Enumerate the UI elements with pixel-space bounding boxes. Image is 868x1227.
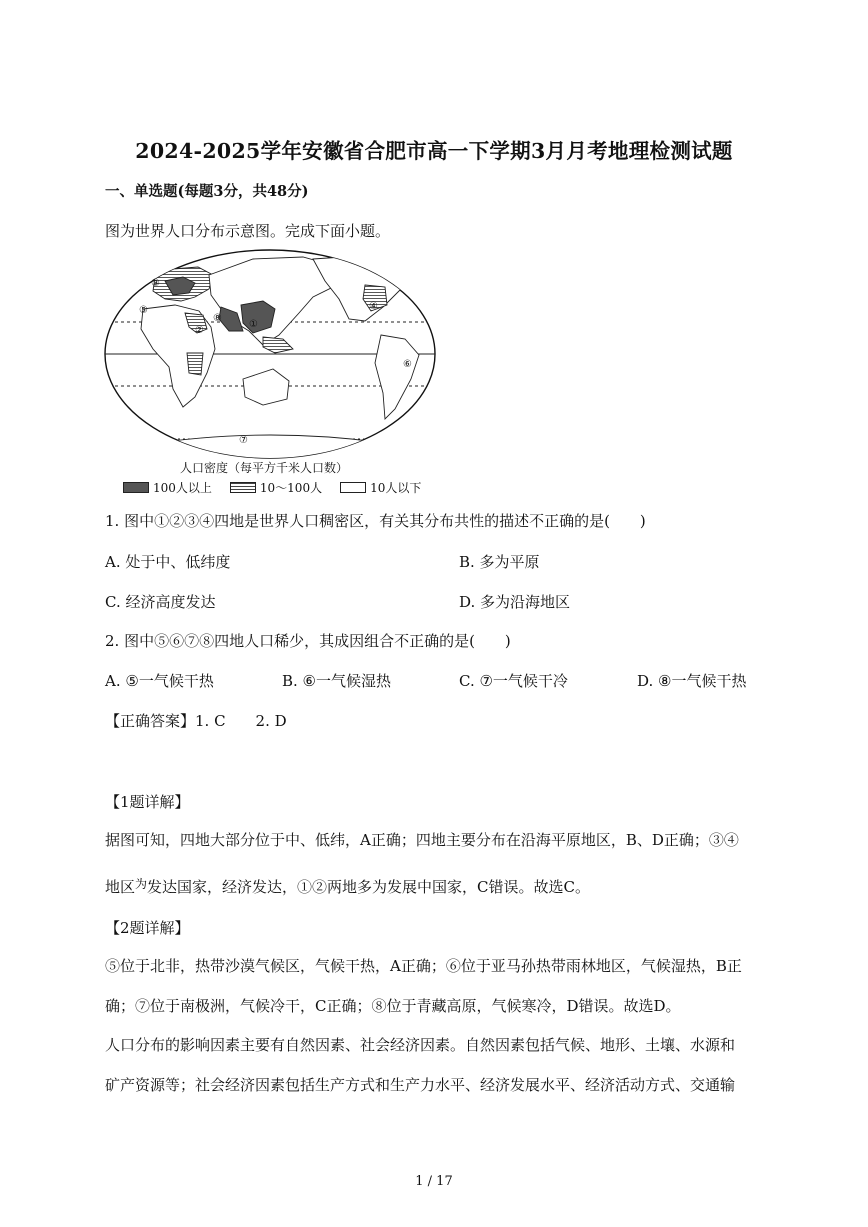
question-2-stem: 2. 图中⑤⑥⑦⑧四地人口稀少，其成因组合不正确的是( ) [105, 632, 511, 650]
question-2-option-d: D. ⑧一气候干热 [637, 672, 747, 690]
detail-2-line-1: ⑤位于北非，热带沙漠气候区，气候干热，A正确；⑥位于亚马孙热带雨林地区，气候湿热，B正 [105, 957, 742, 975]
page-number: 1 / 17 [415, 1174, 453, 1189]
question-1-option-b: B. 多为平原 [459, 553, 540, 571]
map-marker-2: ② [195, 325, 204, 336]
question-2-option-b: B. ⑥一气候湿热 [282, 672, 392, 690]
map-legend [123, 479, 439, 496]
question-intro: 图为世界人口分布示意图。完成下面小题。 [105, 222, 391, 240]
legend-item-sparse: 10人以下 [340, 479, 421, 496]
question-2-option-a: A. ⑤一气候干热 [105, 672, 214, 690]
detail-1-line-1: 据图可知，四地大部分位于中、低纬，A正确；四地主要分布在沿海平原地区，B、D正确；③④ [105, 831, 739, 849]
legend-swatch-dark [123, 482, 149, 493]
map-marker-8: ⑧ [213, 313, 222, 324]
legend-swatch-hatched [230, 482, 256, 493]
legend-item-medium: 10～100人 [230, 479, 322, 496]
map-marker-6: ⑥ [403, 359, 412, 370]
world-population-map [103, 249, 438, 481]
detail-1-line-2: 地区$^为$发达国家，经济发达，①②两地多为发展中国家，C错误。故选C。 [105, 877, 590, 896]
legend-swatch-blank [340, 482, 366, 493]
map-marker-7: ⑦ [239, 435, 248, 446]
map-marker-5: ⑤ [139, 305, 148, 316]
map-marker-4: ④ [369, 301, 378, 312]
question-1-option-a: A. 处于中、低纬度 [105, 553, 231, 571]
map-marker-1: ① [249, 319, 258, 330]
legend-item-dense: 100人以上 [123, 479, 212, 496]
question-1-stem: 1. 图中①②③④四地是世界人口稠密区，有关其分布共性的描述不正确的是( ) [105, 512, 646, 530]
question-2-option-c: C. ⑦一气候干冷 [459, 672, 568, 690]
map-marker-3: ③ [151, 278, 160, 289]
paragraph-3-line-2: 矿产资源等；社会经济因素包括生产方式和生产力水平、经济发展水平、经济活动方式、交通输 [105, 1076, 736, 1094]
answer-key: 【正确答案】1. C 2. D [105, 712, 287, 730]
section-heading: 一、单选题(每题3分，共48分) [105, 183, 309, 200]
detail-2-heading: 【2题详解】 [105, 919, 190, 937]
detail-2-line-2: 确；⑦位于南极洲，气候冷干，C正确；⑧位于青藏高原，气候寒冷，D错误。故选D。 [105, 997, 681, 1015]
paragraph-3-line-1: 人口分布的影响因素主要有自然因素、社会经济因素。自然因素包括气候、地形、土壤、水源和 [105, 1036, 736, 1054]
map-caption: 人口密度（每平方千米人口数） [180, 461, 349, 475]
question-1-option-c: C. 经济高度发达 [105, 593, 216, 611]
detail-1-heading: 【1题详解】 [105, 793, 190, 811]
question-1-option-d: D. 多为沿海地区 [459, 593, 571, 611]
document-title: 2024-2025学年安徽省合肥市高一下学期3月月考地理检测试题 [135, 139, 733, 163]
